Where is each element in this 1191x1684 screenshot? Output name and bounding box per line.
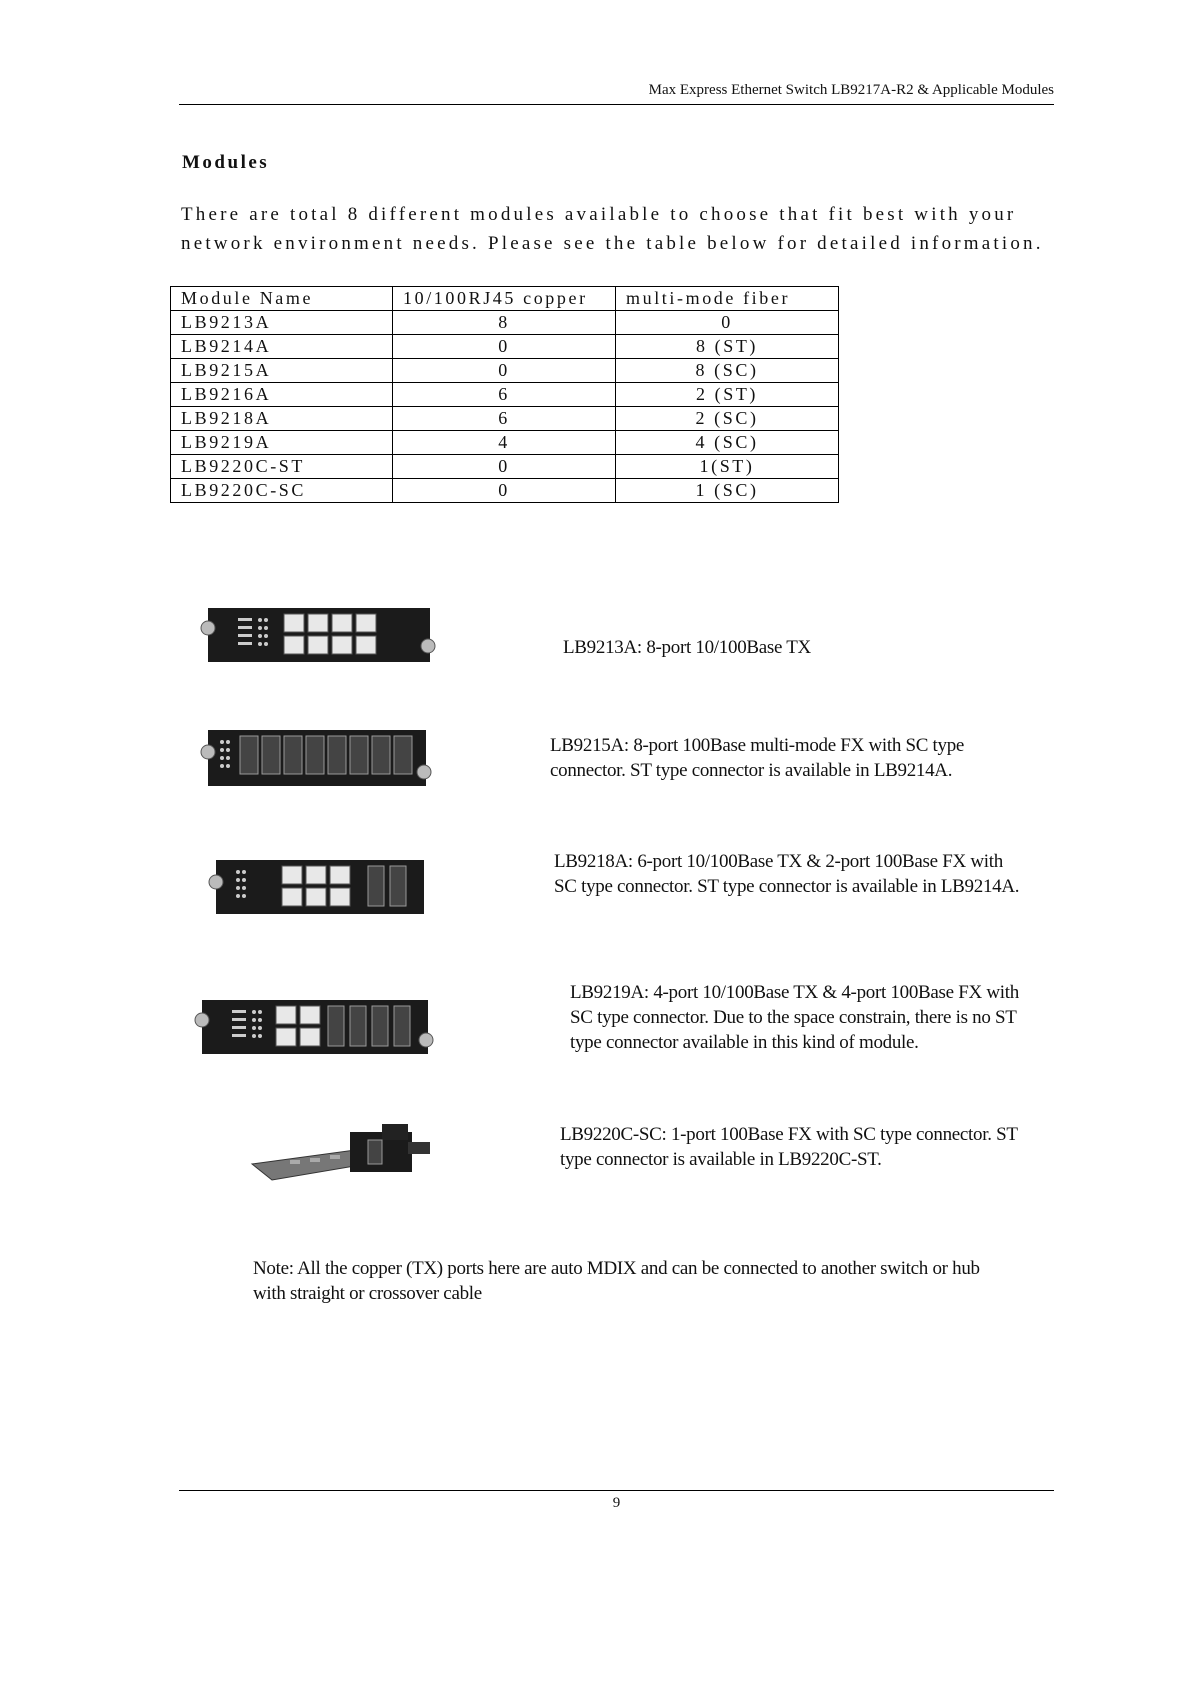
cell-fiber: 1 (SC) [616,479,839,503]
note-text: Note: All the copper (TX) ports here are auto MDIX and can be connected to another switch or hub with straight or crossover cable [253,1258,980,1304]
section-title: Modules [182,152,270,173]
cell-fiber: 2 (ST) [616,383,839,407]
lb9219a-module-image [194,992,434,1062]
table-row [171,455,839,479]
lb9219a-caption: LB9219A: 4-port 10/100Base TX & 4-port 100Base FX with SC type connector. Due to the space constrain, there is no ST type connector available in this kind of module. [570,982,1019,1053]
cell-copper: 0 [393,479,616,503]
lb9218a-caption: LB9218A: 6-port 10/100Base TX & 2-port 100Base FX with SC type connector. ST type connector is available in LB9214A. [554,851,1020,897]
lb9220c-module-image [250,1118,440,1188]
lb9218a-module-image [208,852,430,922]
header-copper: 10/100RJ45 copper [393,287,616,311]
cell-module: LB9220C-SC [171,479,393,503]
cell-fiber: 1(ST) [616,455,839,479]
cell-copper: 6 [393,407,616,431]
cell-module: LB9213A [171,311,393,335]
cell-module: LB9218A [171,407,393,431]
cell-fiber: 8 (SC) [616,359,839,383]
lb9213a-caption: LB9213A: 8-port 10/100Base TX [563,637,811,658]
page-number: 9 [612,1495,621,1511]
cell-copper: 4 [393,431,616,455]
intro-paragraph: There are total 8 different modules available to choose that fit best with your network environment needs. Please see the table below for detailed information. [181,204,1044,254]
table-row [171,311,839,335]
header-title: Max Express Ethernet Switch LB9217A-R2 & Applicable Modules [648,82,1054,98]
cell-module: LB9220C-ST [171,455,393,479]
lb9220c-caption: LB9220C-SC: 1-port 100Base FX with SC type connector. ST type connector is available in LB9220C-ST. [560,1124,1018,1170]
table-row [171,479,839,503]
cell-copper: 8 [393,311,616,335]
table-row [171,383,839,407]
cell-copper: 0 [393,335,616,359]
cell-module: LB9219A [171,431,393,455]
table-row [171,431,839,455]
cell-module: LB9216A [171,383,393,407]
page-footer [179,1490,1054,1512]
page-header [179,80,1054,105]
cell-fiber: 8 (ST) [616,335,839,359]
cell-fiber: 0 [616,311,839,335]
cell-copper: 0 [393,359,616,383]
header-module-name: Module Name [171,287,393,311]
table-header-row [171,287,839,311]
table-row [171,335,839,359]
cell-fiber: 2 (SC) [616,407,839,431]
cell-copper: 6 [393,383,616,407]
cell-module: LB9215A [171,359,393,383]
cell-fiber: 4 (SC) [616,431,839,455]
table-row [171,407,839,431]
lb9215a-caption: LB9215A: 8-port 100Base multi-mode FX with SC type connector. ST type connector is available in LB9214A. [550,735,965,781]
header-fiber: multi-mode fiber [616,287,839,311]
lb9215a-module-image [200,722,432,794]
cell-module: LB9214A [171,335,393,359]
lb9213a-module-image [200,600,436,670]
table-row [171,359,839,383]
cell-copper: 0 [393,455,616,479]
modules-table [170,286,839,503]
